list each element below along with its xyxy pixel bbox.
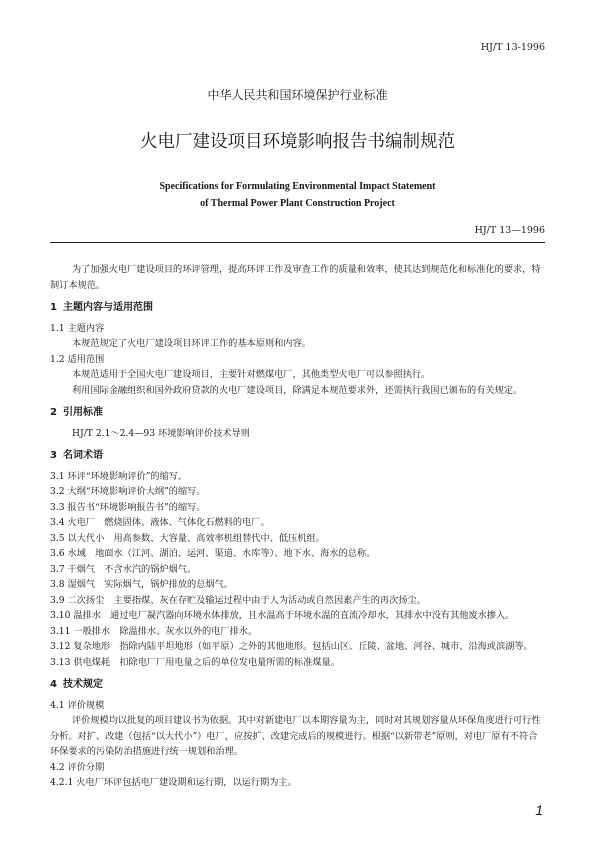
clause-4-1-text: 评价规模均以批复的项目建议书为依据。其中对新建电厂以本期容量为主，同时对其规划容量从环保角度进行可行性分析。对扩、改建（包括“以大代小”）电厂，应按扩、改建完成后的规模进行。根据“以新带老”原则，对电厂原有不符合环保要求的污染防治措施进行统一规划和治理。 <box>50 715 541 757</box>
term-item: 3.11 一般排水 除温排水、灰水以外的电厂排水。 <box>50 625 258 637</box>
section-3-heading <box>50 448 545 464</box>
clause-4-2-1: 4.2.1 火电厂环评包括电厂建设期和运行期，以运行期为主。 <box>50 777 297 788</box>
document-title-cn: 火电厂建设项目环境影响报告书编制规范 <box>140 132 455 152</box>
term-item: 3.9 二次扬尘 主要指煤、灰在存贮及输运过程中由于人为活动或自然因素产生的再次扬尘。 <box>50 594 426 606</box>
clause-1-2: 1.2 适用范围 <box>50 353 105 365</box>
page-number: 1 <box>535 802 543 818</box>
term-item: 3.3 报告书“环境影响报告书”的缩写。 <box>50 501 206 513</box>
section-number: 1 <box>50 302 57 313</box>
issuer-title: 中华人民共和国环境保护行业标准 <box>207 88 388 102</box>
section-title: 主题内容与适用范围 <box>62 302 153 313</box>
term-item: 3.4 火电厂 燃烧固体、液体、气体化石燃料的电厂。 <box>50 517 270 528</box>
term-item: 3.1 环评“环境影响评价”的缩写。 <box>50 470 188 482</box>
standard-number: HJ/T 13—1996 <box>474 225 545 236</box>
section-number: 4 <box>50 679 57 690</box>
clause-1-1: 1.1 主题内容 <box>50 322 105 334</box>
section-number: 3 <box>50 450 57 461</box>
clause-4-1: 4.1 评价规模 <box>50 699 105 711</box>
section-number: 2 <box>50 407 57 418</box>
term-item: 3.8 湿烟气 实际烟气，锅炉排放的总烟气。 <box>50 579 233 590</box>
section-title: 技术规定 <box>62 679 103 690</box>
term-item: 3.6 水域 地面水（江河、湖泊、运河、渠道、水库等）、地下水、海水的总称。 <box>50 548 376 559</box>
section-title: 引用标准 <box>62 407 103 418</box>
term-item: 3.10 温排水 通过电厂凝汽器向环境水体排放，且水温高于环境水温的直流冷却水，其排水中没有其他废水掺入。 <box>50 610 515 621</box>
term-item: 3.13 供电煤耗 扣除电厂厂用电量之后的单位发电量所需的标准煤量。 <box>50 656 340 668</box>
clause-1-1-text: 本规范规定了火电厂建设项目环评工作的基本原则和内容。 <box>72 338 311 349</box>
document-body <box>50 262 545 791</box>
section-1-heading <box>50 300 545 316</box>
title-en-line-2: of Thermal Power Plant Construction Project <box>200 198 395 209</box>
title-en-line-1: Specifications for Formulating Environmental Impact Statement <box>159 181 436 192</box>
clause-1-2-text-2: 利用国际金融组织和国外政府贷款的火电厂建设项目，除满足本规范要求外，还需执行我国已颁布的有关规定。 <box>72 384 523 396</box>
title-divider <box>50 242 545 243</box>
section-4-heading <box>50 677 545 693</box>
section-title: 名词术语 <box>62 450 103 461</box>
header-standard-code: HJ/T 13-1996 <box>480 42 545 53</box>
clause-4-2: 4.2 评价分期 <box>50 761 105 773</box>
term-item: 3.2 大纲“环境影响评价大纲”的缩写。 <box>50 486 206 497</box>
term-item: 3.5 以大代小 用高参数、大容量、高效率机组替代中、低压机组。 <box>50 532 325 544</box>
term-item: 3.12 复杂地形 指除内陆平坦地形（如平原）之外的其他地形。包括山区、丘陵、盆地、河谷、城市、沿海或滨湖等。 <box>50 641 533 652</box>
document-title-en <box>0 178 595 212</box>
section-2-heading <box>50 405 545 421</box>
term-item: 3.7 干烟气 不含水汽的锅炉烟气。 <box>50 563 197 575</box>
intro-paragraph: 为了加强火电厂建设项目的环评管理，提高环评工作及审查工作的质量和效率，使其达到规范化和标准化的要求，特制订本规范。 <box>50 264 541 291</box>
referenced-standard: HJ/T 2.1～2.4—93 环境影响评价技术导则 <box>72 427 250 439</box>
clause-1-2-text-1: 本规范适用于全国火电厂建设项目，主要针对燃煤电厂，其他类型火电厂可以参照执行。 <box>72 369 431 380</box>
